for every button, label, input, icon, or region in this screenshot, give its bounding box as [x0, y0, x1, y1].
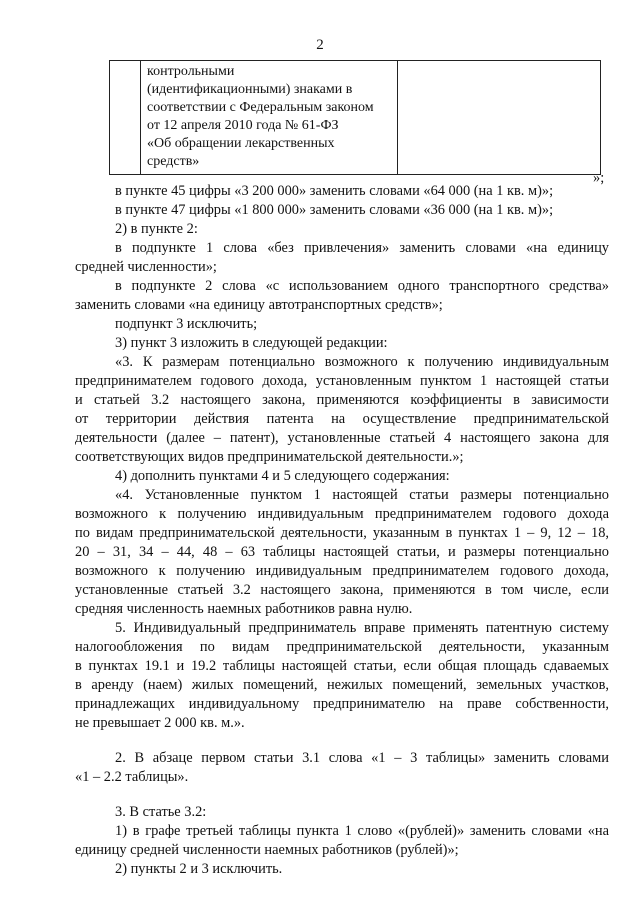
- text-line: установленные статьей 3.2 настоящего закона, применяются в том числе, если: [75, 582, 609, 598]
- text-line: 2) пункты 2 и 3 исключить.: [115, 861, 283, 877]
- text-line: принадлежащих индивидуальному предпринимателю на праве собственности,: [75, 696, 609, 712]
- text-line: 2) в пункте 2:: [115, 221, 198, 237]
- text-line: подпункт 3 исключить;: [115, 316, 258, 332]
- text-line: возможного к получению индивидуальным предпринимателем годового дохода: [75, 506, 609, 522]
- table-column-value: [398, 61, 600, 174]
- text-line: в подпункте 2 слова «с использованием одного транспортного средства»: [115, 278, 609, 294]
- text-line: деятельности (далее – патент), установленные статьей 4 настоящего закона для: [75, 430, 609, 446]
- table-cell-line: соответствии с Федеральным законом: [147, 100, 374, 115]
- table-fragment: [109, 60, 601, 175]
- text-line: 20 – 31, 34 – 44, 48 – 63 таблицы настоящей статьи, и размеры потенциально: [75, 544, 609, 560]
- text-line: возможного к получению индивидуальным предпринимателем годового дохода,: [75, 563, 609, 579]
- table-cell-line: (идентификационными) знаками в: [147, 82, 353, 97]
- text-line: и статьей 3.2 настоящего закона, применяются коэффициенты в зависимости: [75, 392, 609, 408]
- text-line: 4) дополнить пунктами 4 и 5 следующего содержания:: [115, 468, 450, 484]
- page-number: 2: [316, 37, 324, 53]
- text-line: предпринимателем годового дохода, установленным пунктом 1 настоящей статьи: [75, 373, 609, 389]
- text-line: в пункте 47 цифры «1 800 000» заменить словами «36 000 (на 1 кв. м)»;: [115, 202, 554, 218]
- text-line: по видам предпринимательской деятельности, указанным в пунктах 1 – 9, 12 – 18,: [75, 525, 609, 541]
- table-cell-line: от 12 апреля 2010 года № 61-ФЗ: [147, 118, 339, 133]
- closing-quote: »;: [593, 170, 605, 186]
- table-cell-line: средств»: [147, 154, 200, 169]
- text-line: «4. Установленные пунктом 1 настоящей статьи размеры потенциально: [115, 487, 609, 503]
- text-line: 3) пункт 3 изложить в следующей редакции:: [115, 335, 388, 351]
- table-cell-line: «Об обращении лекарственных: [147, 136, 335, 151]
- text-line: налогообложения по видам предпринимательской деятельности, указанным: [75, 639, 609, 655]
- text-line: средней численности»;: [75, 259, 217, 275]
- text-line: средняя численность наемных работников равна нулю.: [75, 601, 413, 617]
- text-line: 5. Индивидуальный предприниматель вправе применять патентную систему: [115, 620, 609, 636]
- table-column-number: [110, 61, 141, 174]
- table-column-description: [141, 61, 398, 174]
- text-line: «1 – 2.2 таблицы».: [75, 769, 189, 785]
- text-line: в аренду (наем) жилых помещений, нежилых помещений, земельных участков,: [75, 677, 609, 693]
- text-line: единицу средней численности наемных работников (рублей)»;: [75, 842, 459, 858]
- text-line: от территории действия патента на осуществление предпринимательской: [75, 411, 609, 427]
- text-line: соответствующих видов предпринимательской деятельности.»;: [75, 449, 464, 465]
- text-line: в подпункте 1 слова «без привлечения» заменить словами «на единицу: [115, 240, 609, 256]
- text-line: не превышает 2 000 кв. м.».: [75, 715, 245, 731]
- text-line: 2. В абзаце первом статьи 3.1 слова «1 – 3 таблицы» заменить словами: [115, 750, 609, 766]
- text-line: 1) в графе третьей таблицы пункта 1 слово «(рублей)» заменить словами «на: [115, 823, 609, 839]
- text-line: «3. К размерам потенциально возможного к получению индивидуальным: [115, 354, 609, 370]
- text-line: 3. В статье 3.2:: [115, 804, 207, 820]
- table-cell-line: контрольными: [147, 64, 235, 79]
- text-line: в пунктах 19.1 и 19.2 таблицы настоящей статьи, если общая площадь сдаваемых: [75, 658, 609, 674]
- text-line: заменить словами «на единицу автотранспортных средств»;: [75, 297, 443, 313]
- text-line: в пункте 45 цифры «3 200 000» заменить словами «64 000 (на 1 кв. м)»;: [115, 183, 554, 199]
